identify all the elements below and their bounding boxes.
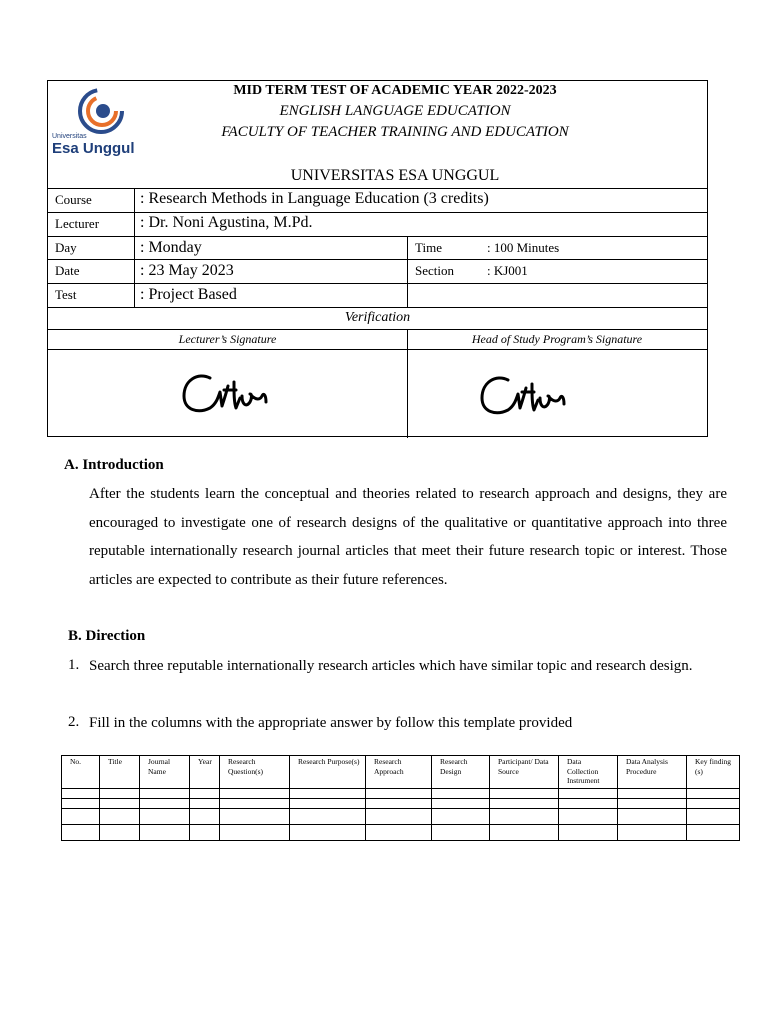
lecturer-row bbox=[48, 212, 707, 236]
lecturer-value: : Dr. Noni Agustina, M.Pd. bbox=[140, 214, 313, 231]
table-row bbox=[62, 788, 740, 798]
day-label: Day bbox=[55, 240, 77, 255]
lecturer-label: Lecturer bbox=[55, 216, 100, 231]
date-value: : 23 May 2023 bbox=[140, 262, 234, 279]
intro-heading: A. Introduction bbox=[64, 457, 164, 473]
column-header: Research Question(s) bbox=[220, 756, 290, 789]
signature-row bbox=[48, 349, 707, 437]
divider bbox=[134, 213, 135, 236]
column-header: Research Purpose(s) bbox=[290, 756, 366, 789]
test-value: : Project Based bbox=[140, 286, 237, 303]
section-value: : KJ001 bbox=[487, 263, 528, 278]
direction-item-text: Search three reputable internationally research articles which have similar topic and research design. bbox=[89, 658, 693, 674]
direction-heading: B. Direction bbox=[68, 628, 146, 644]
column-header: Year bbox=[190, 756, 220, 789]
column-header: No. bbox=[62, 756, 100, 789]
logo-small-text: Universitas bbox=[52, 133, 87, 140]
day-row bbox=[48, 236, 707, 259]
table-header-row bbox=[62, 756, 740, 789]
head-signature-icon bbox=[478, 372, 582, 422]
direction-item-number: 2. bbox=[68, 714, 80, 730]
divider bbox=[407, 284, 408, 308]
date-row bbox=[48, 259, 707, 283]
divider bbox=[407, 330, 408, 350]
column-header: Journal Name bbox=[140, 756, 190, 789]
program-name: ENGLISH LANGUAGE EDUCATION bbox=[279, 103, 511, 119]
table-row bbox=[62, 808, 740, 824]
faculty-name: FACULTY OF TEACHER TRAINING AND EDUCATION bbox=[221, 124, 569, 140]
divider bbox=[407, 350, 408, 438]
column-header: Data Analysis Procedure bbox=[618, 756, 687, 789]
test-row bbox=[48, 283, 707, 307]
column-header: Data Collection Instrument bbox=[559, 756, 618, 789]
day-value: : Monday bbox=[140, 239, 202, 256]
logo-name: Esa Unggul bbox=[52, 140, 135, 157]
divider bbox=[134, 260, 135, 284]
divider bbox=[134, 237, 135, 260]
course-label: Course bbox=[55, 192, 92, 207]
divider bbox=[134, 284, 135, 308]
divider bbox=[407, 237, 408, 260]
divider bbox=[134, 189, 135, 212]
column-header: Research Design bbox=[432, 756, 490, 789]
answer-template-table bbox=[61, 755, 740, 841]
section-label: Section bbox=[415, 263, 454, 278]
verification-label: Verification bbox=[344, 310, 411, 325]
test-label: Test bbox=[55, 287, 77, 302]
direction-item-number: 1. bbox=[68, 657, 80, 673]
lecturer-signature-icon bbox=[180, 370, 284, 420]
direction-item-text: Fill in the columns with the appropriate answer by follow this template provided bbox=[89, 715, 573, 731]
lecturer-signature-label: Lecturer’s Signature bbox=[178, 332, 277, 346]
exam-title: MID TERM TEST OF ACADEMIC YEAR 2022-2023 bbox=[233, 83, 557, 98]
column-header: Title bbox=[100, 756, 140, 789]
table-row bbox=[62, 798, 740, 808]
course-value: : Research Methods in Language Education (3 credits) bbox=[140, 190, 489, 207]
date-label: Date bbox=[55, 263, 80, 278]
divider bbox=[407, 260, 408, 284]
verification-row bbox=[48, 307, 707, 329]
column-header: Research Approach bbox=[366, 756, 432, 789]
column-header: Key finding (s) bbox=[687, 756, 740, 789]
exam-header-box bbox=[47, 80, 708, 437]
head-signature-label: Head of Study Program’s Signature bbox=[471, 332, 643, 346]
time-value: : 100 Minutes bbox=[487, 240, 560, 255]
column-header: Participant/ Data Source bbox=[490, 756, 559, 789]
signature-label-row bbox=[48, 329, 707, 349]
table-row bbox=[62, 824, 740, 840]
course-row bbox=[48, 188, 707, 212]
time-label: Time bbox=[415, 240, 442, 255]
intro-paragraph: After the students learn the conceptual and theories related to research approach and designs, they are encouraged to investigate one of research designs of the qualitative or quantitative approach into three reputable internationally research journal articles that meet their future research topic or interest. Those articles are expected to contribute as their future references. bbox=[89, 486, 727, 588]
university-name: UNIVERSITAS ESA UNGGUL bbox=[290, 167, 500, 184]
